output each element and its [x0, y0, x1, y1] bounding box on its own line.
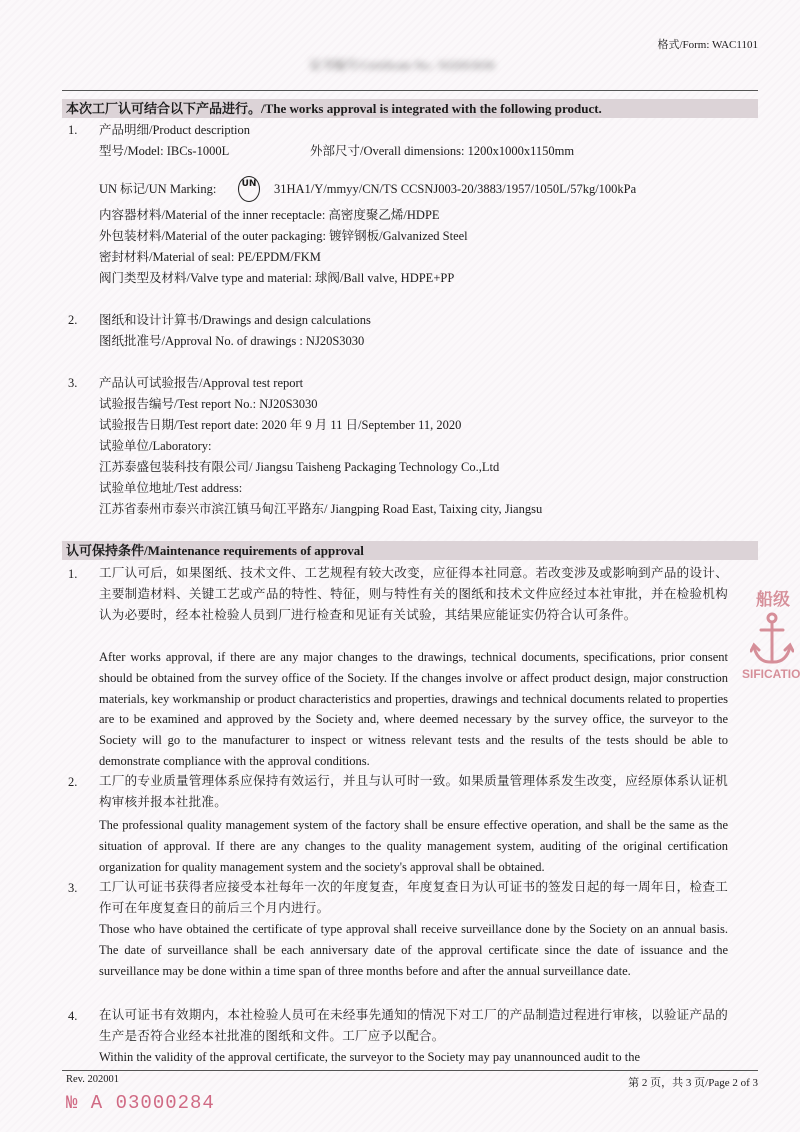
valve-line: 阀门类型及材料/Valve type and material: 球阀/Ball valve, HDPE+PP — [99, 271, 455, 285]
revision-label: Rev. 202001 — [66, 1074, 119, 1085]
item-number: 2. — [68, 313, 78, 327]
section-product-title: 本次工厂认可结合以下产品进行。/The works approval is integrated with the following product. — [62, 99, 758, 118]
item-number: 1. — [68, 123, 78, 137]
maintenance-item-1-en: After works approval, if there are any major changes to the drawings, technical documents, specifications, prior consent should be obtained from the survey office of the Society. If the changes involve or affect product design, major construction materials, key workmanship or product characteristics and properties, drawings and technical documents related to properties are to be examined and approved by the Society and, where deemed necessary by the survey office, the surveyor to the Society will go to the manufacturer to inspect or witness relevant tests and the results of the tests should be able to demonstrate compliance with the approval conditions. — [99, 650, 728, 768]
maintenance-item-2-en: The professional quality management system of the factory shall be ensure effective operation, and shall be the same as the situation of approval. If there are any changes to the quality management system, auditing of the original certification organization for quality management system and the society's approval shall be obtained. — [99, 818, 728, 874]
maintenance-item-4-en: Within the validity of the approval certificate, the surveyor to the Society may pay unannounced audit to the — [99, 1050, 640, 1064]
item-number: 3. — [68, 881, 78, 895]
un-logo-icon: UN — [238, 176, 260, 202]
item-number: 2. — [68, 775, 78, 789]
product-description-heading: 产品明细/Product description — [99, 123, 251, 137]
maintenance-item-4-cn: 在认可证书有效期内，本社检验人员可在未经事先通知的情况下对工厂的产品制造过程进行审核，以验证产品的生产是否符合业经本社批准的图纸和文件。工厂应予以配合。 — [99, 1008, 728, 1043]
item-number: 3. — [68, 376, 78, 390]
test-address-label: 试验单位地址/Test address: — [99, 481, 243, 495]
item-number: 4. — [68, 1009, 78, 1023]
item-number: 1. — [68, 567, 78, 581]
model-line: 型号/Model: IBCs-1000L — [99, 144, 230, 158]
maintenance-item-2-cn: 工厂的专业质量管理体系应保持有效运行，并且与认可时一致。如果质量管理体系发生改变，应经原体系认证机构审核并报本社批准。 — [99, 774, 728, 809]
drawings-approval-no: 图纸批准号/Approval No. of drawings : NJ20S3030 — [99, 334, 365, 348]
drawings-heading: 图纸和设计计算书/Drawings and design calculations — [99, 313, 371, 327]
maintenance-item-3-en: Those who have obtained the certificate of type approval shall receive surveillance done by the Society on an annual basis. The date of surveillance shall be each anniversary date of the approval certificate since the date of issuance and the surveillance may be done within a time span of three months before and after the annual surveillance date. — [99, 922, 728, 978]
serial-number: № A 03000284 — [66, 1092, 215, 1114]
footer-rule — [62, 1070, 758, 1071]
maintenance-item-1-cn: 工厂认可后，如果图纸、技术文件、工艺规程有较大改变，应征得本社同意。若改变涉及或影响到产品的设计、主要制造材料、关键工艺或产品的特性、特征，则与特性有关的图纸和技术文件应经过本社审批，并在检验机构认为必要时，经本社检验人员到厂进行检查和见证有关试验，其结果应能证实仍符合认可条件。 — [99, 566, 728, 622]
test-report-no: 试验报告编号/Test report No.: NJ20S3030 — [99, 397, 318, 411]
society-seal-stamp: 船级 SIFICATIO — [742, 590, 800, 681]
inner-material-line: 内容器材料/Material of the inner receptacle: 高密度聚乙烯/HDPE — [99, 208, 440, 222]
test-address: 江苏省泰州市泰兴市滨江镇马甸江平路东/ Jiangping Road East, Taixing city, Jiangsu — [99, 502, 543, 516]
dimensions-line: 外部尺寸/Overall dimensions: 1200x1000x1150mm — [310, 144, 575, 158]
outer-material-line: 外包装材料/Material of the outer packaging: 镀锌钢板/Galvanized Steel — [99, 229, 468, 243]
certificate-number-redacted: 证书编号/Certificate No.: NJ20S3030 — [309, 58, 495, 72]
test-report-date: 试验报告日期/Test report date: 2020 年 9 月 11 日/September 11, 2020 — [99, 418, 462, 432]
laboratory-name: 江苏泰盛包装科技有限公司/ Jiangsu Taisheng Packaging Technology Co.,Ltd — [99, 460, 500, 474]
page-number: 第 2 页，共 3 页/Page 2 of 3 — [628, 1077, 758, 1089]
test-report-heading: 产品认可试验报告/Approval test report — [99, 376, 304, 390]
header-rule — [62, 90, 758, 91]
anchor-icon — [750, 611, 794, 667]
un-marking-label: UN 标记/UN Marking: — [99, 182, 217, 196]
section-maintenance-title: 认可保持条件/Maintenance requirements of approval — [62, 541, 758, 560]
form-id: 格式/Form: WAC1101 — [657, 39, 758, 51]
un-marking-code: 31HA1/Y/mmyy/CN/TS CCSNJ003-20/3883/1957/1050L/57kg/100kPa — [274, 182, 637, 196]
laboratory-label: 试验单位/Laboratory: — [99, 439, 212, 453]
seal-material-line: 密封材料/Material of seal: PE/EPDM/FKM — [99, 250, 321, 264]
maintenance-item-3-cn: 工厂认可证书获得者应接受本社每年一次的年度复查，年度复查日为认可证书的签发日起的每一周年日，检查工作可在年度复查日的前后三个月内进行。 — [99, 880, 728, 915]
